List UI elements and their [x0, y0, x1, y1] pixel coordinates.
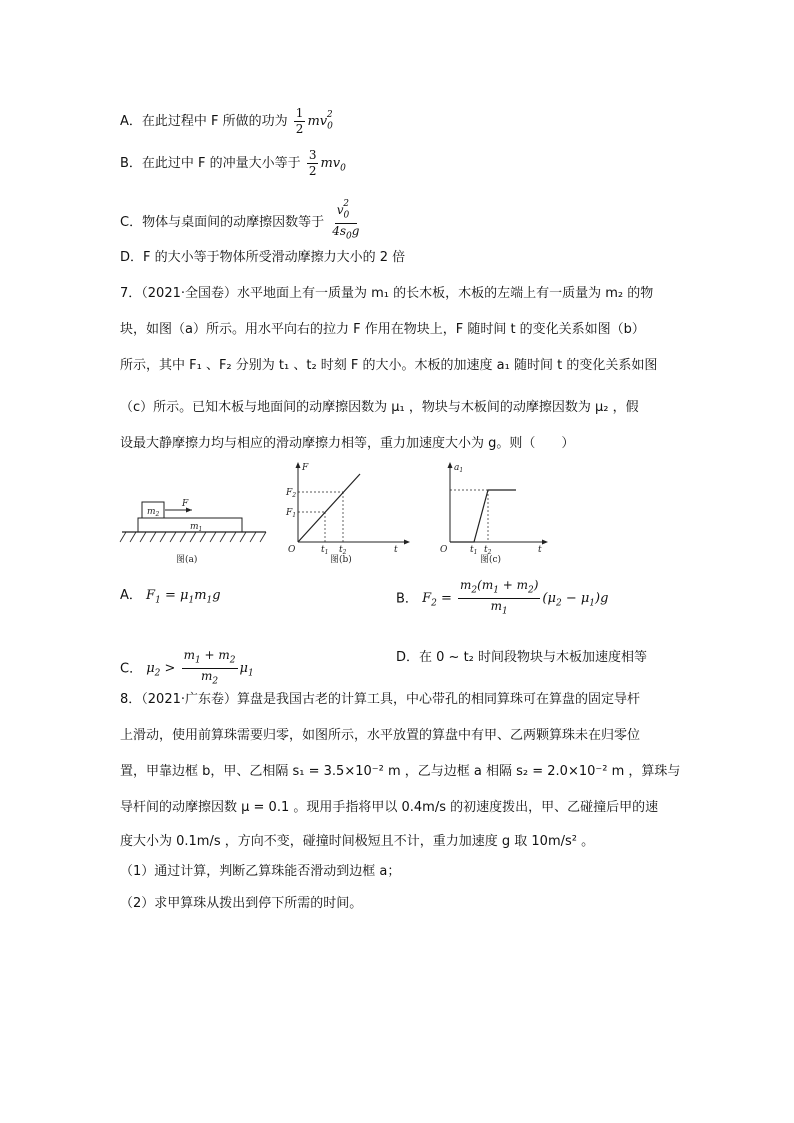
q6-option-a	[120, 106, 339, 137]
svg-text:O: O	[440, 545, 448, 555]
svg-text:F: F	[302, 463, 309, 473]
q7-figures	[118, 462, 558, 574]
svg-text:F1: $F_1$	[286, 508, 297, 519]
stem-text: 导杆间的动摩擦因数 μ = 0.1 。现用手指将甲以 0.4m/s 的初速度拨出，甲、乙碰撞后甲的速	[120, 800, 659, 815]
svg-text:t1: $t_1$	[470, 545, 478, 556]
q6-option-b	[120, 148, 346, 179]
q8-stem-line-2	[120, 726, 640, 746]
q7-option-c	[120, 648, 254, 690]
subquestion-text: （2）求甲算珠从拨出到停下所需的时间。	[120, 896, 363, 911]
fraction-one-half: $\frac{1}{2}$	[295, 106, 304, 136]
option-text: 在此过中 F 的冲量大小等于	[141, 156, 301, 171]
option-text: D．在 0 ~ t₂ 时间段物块与木板加速度相等	[396, 650, 648, 665]
formula-mu2: $\mu_2$ > $\frac{m_1 + m_2}{m_2}$ $\mu_1$	[146, 648, 254, 687]
q8-stem-line-4	[120, 798, 658, 818]
figure-c	[440, 462, 548, 565]
svg-text:m1: $m_1$	[190, 522, 203, 533]
figure-b-caption: 图(b)	[330, 555, 352, 565]
option-text: 在此过程中 F 所做的功为	[141, 114, 288, 129]
svg-text:a1: $a_1$	[454, 463, 464, 474]
stem-text: 算盘是我国古老的计算工具，中心带孔的相同算珠可在算盘的固定导杆	[237, 692, 641, 707]
question-source: （2021·全国卷）	[141, 286, 237, 301]
q8-subquestion-2	[120, 894, 362, 914]
option-label: A．	[120, 588, 142, 603]
svg-text:t2: $t_2$	[484, 545, 492, 556]
option-label: B．	[120, 156, 142, 171]
option-text: F 的大小等于物体所受滑动摩擦力大小的 2 倍	[143, 250, 406, 265]
formula-mv0: $mv_0$	[320, 156, 346, 174]
stem-text: 设最大静摩擦力均与相应的滑动摩擦力相等，重力加速度大小为 g。则（ ）	[120, 436, 575, 451]
q7-stem-line-5	[120, 434, 574, 454]
svg-text:t2: $t_2$	[339, 545, 347, 556]
figure-a	[120, 499, 266, 565]
svg-text:t: t	[394, 545, 398, 555]
svg-text:t1: $t_1$	[321, 545, 329, 556]
q7-stem-line-2	[120, 320, 645, 340]
option-text: 物体与桌面间的动摩擦因数等于	[142, 214, 325, 230]
question-number: 8．	[120, 692, 142, 707]
formula-mv0-squared: $mv_0^2$	[307, 109, 333, 132]
q7-option-a	[120, 586, 221, 611]
question-number: 7．	[120, 286, 142, 301]
q7-option-d	[396, 648, 647, 668]
option-label: A．	[120, 114, 142, 129]
svg-text:F2: $F_2$	[286, 488, 297, 499]
stem-text: 块，如图（a）所示。用水平向右的拉力 F 作用在物块上，F 随时间 t 的变化关系如图（b）	[120, 322, 645, 337]
svg-text:m2: $m_2$	[147, 507, 160, 518]
option-label: D．	[120, 250, 144, 265]
q8-stem-line-5	[120, 832, 594, 852]
option-label: C．	[120, 214, 143, 230]
formula-f1: $F_1 = \mu_1m_1g$	[146, 588, 221, 606]
stem-text: 所示，其中 F₁ 、F₂ 分别为 t₁ 、t₂ 时刻 F 的大小。木板的加速度 a₁ 随时间 t 的变化关系如图	[120, 358, 658, 373]
f-t-line	[298, 474, 360, 542]
fraction-v0sq-over-4s0g: $\frac{v_0^2}{4s_0g}$	[332, 199, 360, 242]
subquestion-text: （1）通过计算，判断乙算珠能否滑动到边框 a；	[120, 864, 401, 879]
stem-text: 上滑动，使用前算珠需要归零，如图所示，水平放置的算盘中有甲、乙两颗算珠未在归零位	[120, 728, 641, 743]
stem-text: 置，甲靠边框 b，甲、乙相隔 s₁ = 3.5×10⁻² m ，乙与边框 a 相隔 s₂ = 2.0×10⁻² m ，算珠与	[120, 764, 681, 779]
q8-stem-line-1	[120, 690, 640, 710]
figure-a-caption: 图(a)	[176, 555, 198, 565]
q6-option-d	[120, 248, 405, 268]
formula-f2: $F_2$ = $\frac{m_2(m_1 + m_2)}{m_1}$ $(\mu_2 - \mu_1)g$	[422, 578, 609, 617]
fraction-three-halves: $\frac{3}{2}$	[308, 148, 317, 178]
question-source: （2021·广东卷）	[141, 692, 237, 707]
q8-stem-line-3	[120, 762, 680, 782]
stem-text: （c）所示。已知木板与地面间的动摩擦因数为 μ₁ ，物块与木板间的动摩擦因数为 μ₂ ，假	[120, 400, 639, 415]
q6-option-c	[120, 200, 363, 245]
q8-subquestion-1	[120, 862, 400, 882]
option-label: B．	[396, 591, 418, 607]
svg-text:F: F	[182, 499, 189, 509]
q7-stem-line-4	[120, 398, 639, 418]
q7-option-b	[396, 578, 608, 620]
svg-text:O: O	[288, 545, 296, 555]
option-label: C．	[120, 661, 143, 677]
q7-stem-line-3	[120, 356, 657, 376]
svg-text:t: t	[538, 545, 542, 555]
figure-b	[285, 462, 410, 565]
stem-text: 水平地面上有一质量为 m₁ 的长木板，木板的左端上有一质量为 m₂ 的物	[237, 286, 654, 301]
q7-stem-line-1	[120, 284, 653, 304]
stem-text: 度大小为 0.1m/s ，方向不变，碰撞时间极短且不计，重力加速度 g 取 10m/s² 。	[120, 834, 595, 849]
figure-c-caption: 图(c)	[480, 555, 502, 565]
a-t-line	[450, 490, 516, 542]
